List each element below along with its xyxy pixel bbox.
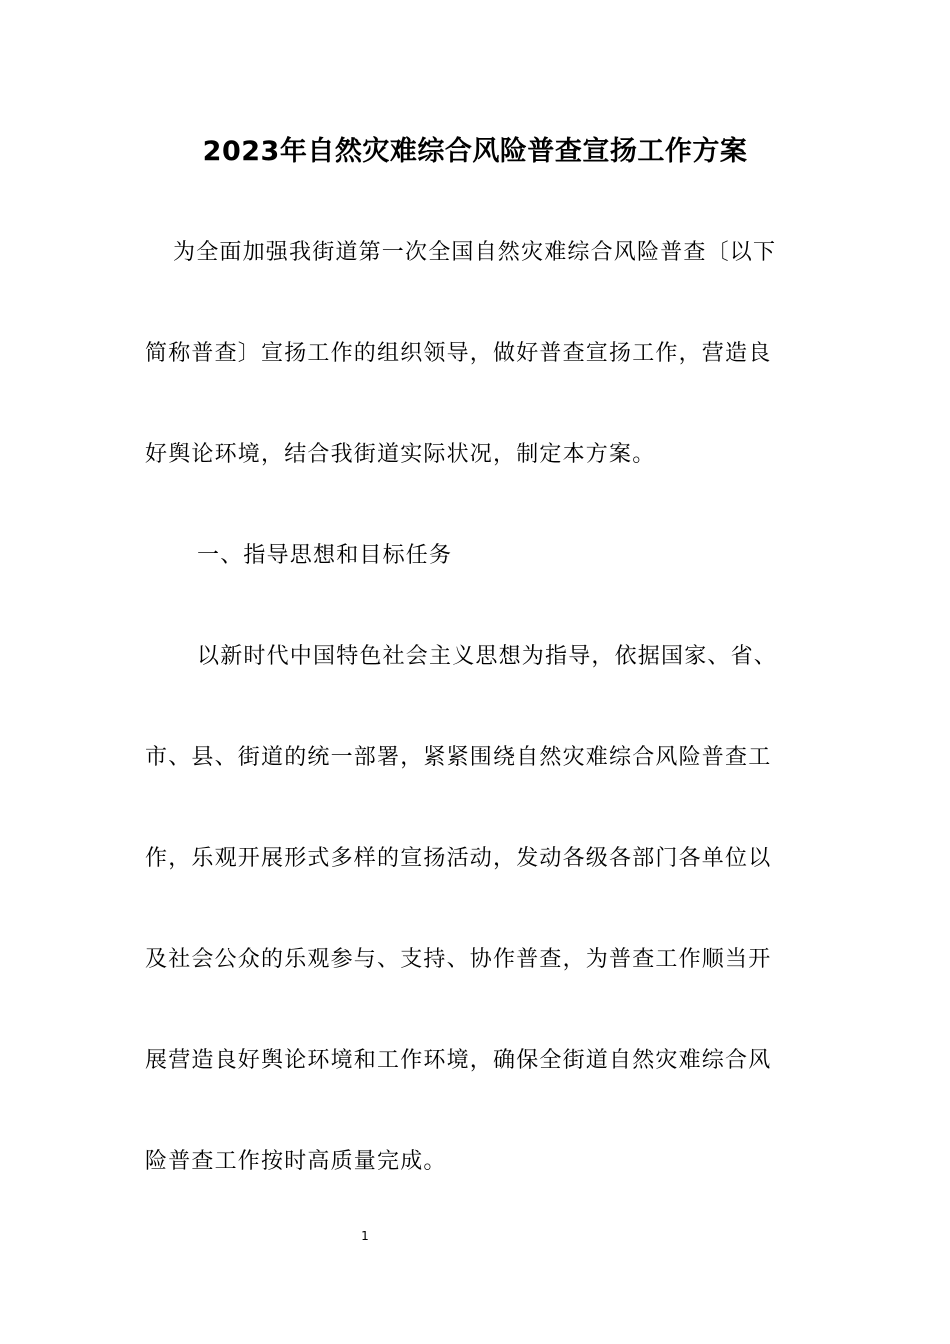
paragraph-line: 简称普查〕宣扬工作的组织领导，做好普查宣扬工作，营造良	[145, 341, 772, 366]
document-body	[145, 202, 807, 1212]
paragraph-line: 为全面加强我街道第一次全国自然灾难综合风险普查〔以下	[173, 240, 777, 265]
paragraph-line: 及社会公众的乐观参与、支持、协作普查，为普查工作顺当开	[145, 947, 772, 972]
paragraph-line: 险普查工作按时高质量完成。	[145, 1149, 447, 1174]
section-heading: 一、指导思想和目标任务	[197, 543, 453, 568]
paragraph-line: 作，乐观开展形式多样的宣扬活动，发动各级各部门各单位以	[145, 846, 772, 871]
paragraph-line: 以新时代中国特色社会主义思想为指导，依据国家、省、	[197, 644, 778, 669]
document-title: 2023年自然灾难综合风险普查宣扬工作方案	[202, 136, 748, 167]
paragraph-line: 展营造良好舆论环境和工作环境，确保全街道自然灾难综合风	[145, 1048, 772, 1073]
page-number: 1	[361, 1229, 369, 1243]
paragraph-line: 好舆论环境，结合我街道实际状况，制定本方案。	[145, 442, 656, 467]
paragraph-line: 市、县、街道的统一部署，紧紧围绕自然灾难综合风险普查工	[145, 745, 772, 770]
